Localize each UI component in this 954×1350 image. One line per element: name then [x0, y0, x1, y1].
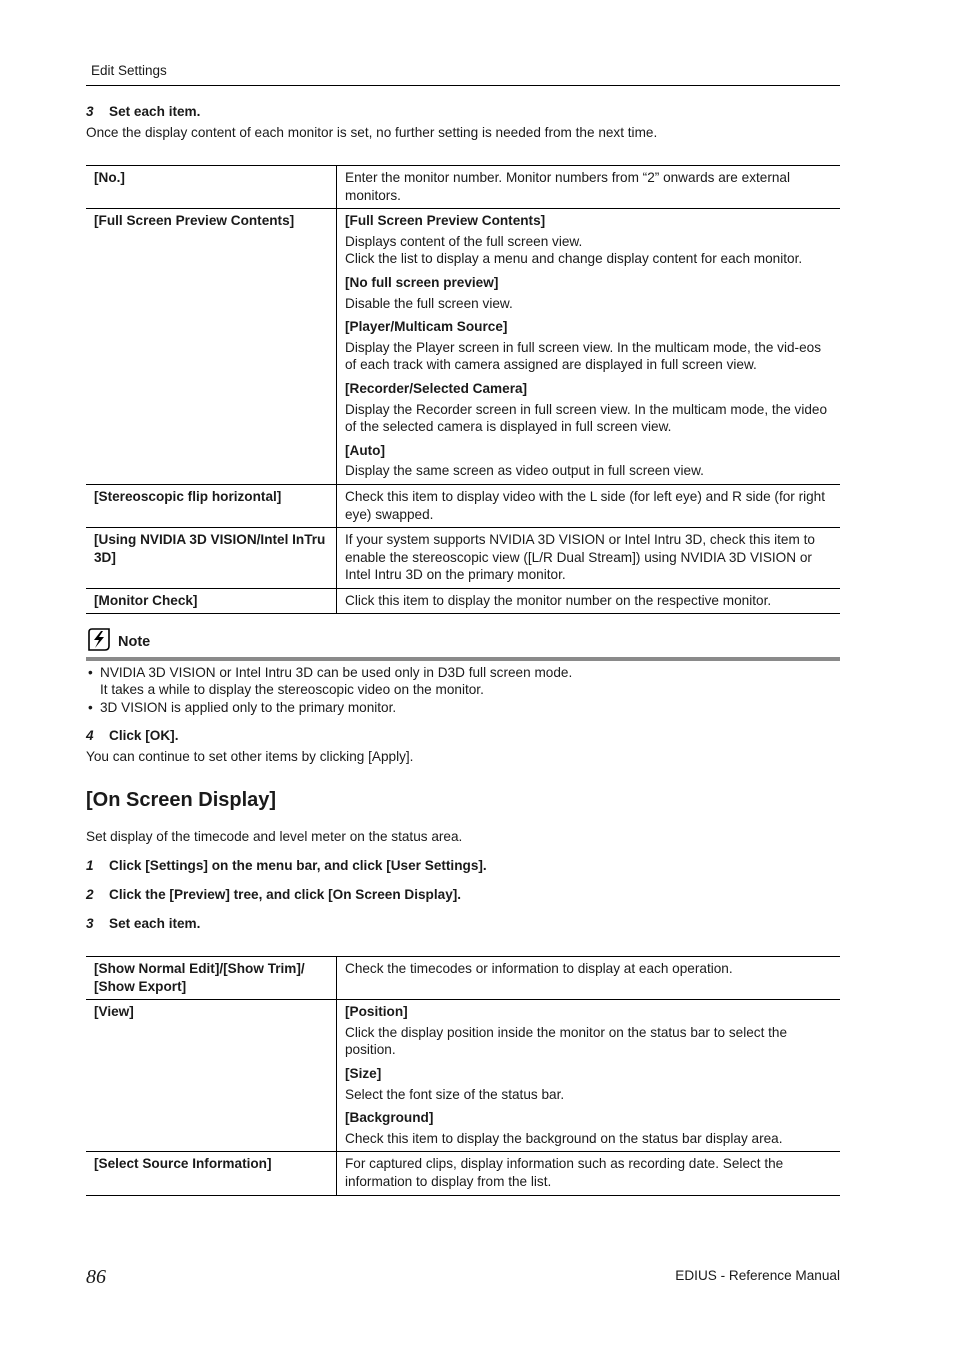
table-row [86, 588, 840, 614]
bullet: • [88, 699, 93, 715]
option-heading: [Recorder/Selected Camera] [345, 380, 528, 396]
note-header [86, 626, 840, 656]
note-lightning-icon [86, 626, 112, 652]
row-desc: Check this item to display video with the L side (for left eye) and R side (for right eye) swapped. [337, 484, 841, 527]
row-desc [337, 209, 841, 485]
option-text: Click the list to display a menu and change display content for each monitor. [345, 251, 803, 267]
row-desc [337, 1000, 841, 1152]
row-key: [No.] [86, 166, 337, 209]
row-key: [Show Normal Edit]/[Show Trim]/ [Show Export] [86, 957, 337, 1000]
note-rule [86, 657, 840, 661]
option-text: Display the same screen as video output in full screen view. [345, 463, 704, 479]
row-key: [Monitor Check] [86, 588, 337, 614]
step-3-heading [86, 104, 200, 119]
table-row [86, 528, 840, 589]
step-number: 2 [86, 887, 94, 902]
table-row [86, 1000, 840, 1152]
table-row [86, 166, 840, 209]
option-text: Disable the full screen view. [345, 295, 513, 311]
row-desc: Enter the monitor number. Monitor numbers from “2” onwards are external monitors. [337, 166, 841, 209]
header-rule [86, 85, 840, 86]
bullet-text: It takes a while to display the stereoscopic video on the monitor. [100, 682, 484, 698]
row-desc: If your system supports NVIDIA 3D VISION or Intel Intru 3D, check this item to enable the stereoscopic view ([L/R Dual Stream]) using NVIDIA 3D VISION or Intel Intru 3D on the primary monitor. [337, 528, 841, 589]
row-key: [Select Source Information] [86, 1152, 337, 1195]
section-step-2 [86, 887, 461, 902]
step-label: Click [OK]. [109, 728, 179, 743]
step-label: Set each item. [109, 104, 201, 119]
option-heading: [Position] [345, 1004, 408, 1020]
option-text: Display the Recorder screen in full screen view. In the multicam mode, the video of the selected camera is displayed in full screen view. [345, 401, 828, 435]
row-desc: For captured clips, display information such as recording date. Select the information to display from the list. [337, 1152, 841, 1195]
option-heading: [Full Screen Preview Contents] [345, 213, 546, 229]
footer-title: EDIUS - Reference Manual [675, 1268, 840, 1283]
table-row [86, 209, 840, 485]
step-number: 3 [86, 104, 94, 119]
step-number: 4 [86, 728, 94, 743]
list-item [86, 699, 572, 716]
option-text: Click the display position inside the monitor on the status bar to select the position. [345, 1024, 788, 1058]
table-row [86, 1152, 840, 1195]
list-item [86, 664, 572, 699]
section-step-1 [86, 858, 487, 873]
row-desc: Click this item to display the monitor number on the respective monitor. [337, 588, 841, 614]
monitor-settings-table [86, 165, 840, 614]
option-heading: [No full screen preview] [345, 274, 499, 290]
section-step-3 [86, 916, 200, 931]
page-number: 86 [86, 1266, 106, 1288]
option-text: Displays content of the full screen view. [345, 233, 583, 249]
note-bullets [86, 664, 572, 716]
step-number: 1 [86, 858, 94, 873]
option-heading: [Player/Multicam Source] [345, 319, 508, 335]
option-text: Display the Player screen in full screen view. In the multicam mode, the vid-eos of each track with camera assigned are displayed in full screen view. [345, 339, 821, 373]
step-4-text: You can continue to set other items by clicking [Apply]. [86, 749, 414, 764]
row-key: [Using NVIDIA 3D VISION/Intel InTru 3D] [86, 528, 337, 589]
table-row [86, 957, 840, 1000]
bullet-text: NVIDIA 3D VISION or Intel Intru 3D can be used only in D3D full screen mode. [100, 665, 573, 680]
option-heading: [Background] [345, 1110, 434, 1126]
row-desc: Check the timecodes or information to display at each operation. [337, 957, 841, 1000]
option-heading: [Size] [345, 1065, 382, 1081]
running-head: Edit Settings [91, 63, 167, 78]
intro-paragraph: Once the display content of each monitor is set, no further setting is needed from the next time. [86, 125, 658, 140]
step-4-heading [86, 728, 179, 743]
option-heading: [Auto] [345, 442, 386, 458]
option-text: Select the font size of the status bar. [345, 1086, 565, 1102]
on-screen-display-table [86, 956, 840, 1196]
bullet: • [88, 665, 93, 680]
row-key: [Stereoscopic flip horizontal] [86, 484, 337, 527]
option-text: Check this item to display the background on the status bar display area. [345, 1130, 783, 1146]
section-intro: Set display of the timecode and level meter on the status area. [86, 829, 463, 844]
step-label: Click the [Preview] tree, and click [On Screen Display]. [109, 887, 462, 902]
bullet-text: 3D VISION is applied only to the primary monitor. [100, 699, 397, 715]
step-label: Click [Settings] on the menu bar, and click [User Settings]. [109, 858, 487, 873]
step-number: 3 [86, 916, 94, 931]
step-label: Set each item. [109, 916, 201, 931]
table-row [86, 484, 840, 527]
row-key: [View] [86, 1000, 337, 1152]
row-key: [Full Screen Preview Contents] [86, 209, 337, 485]
note-label: Note [118, 634, 151, 650]
section-title: [On Screen Display] [86, 789, 277, 811]
